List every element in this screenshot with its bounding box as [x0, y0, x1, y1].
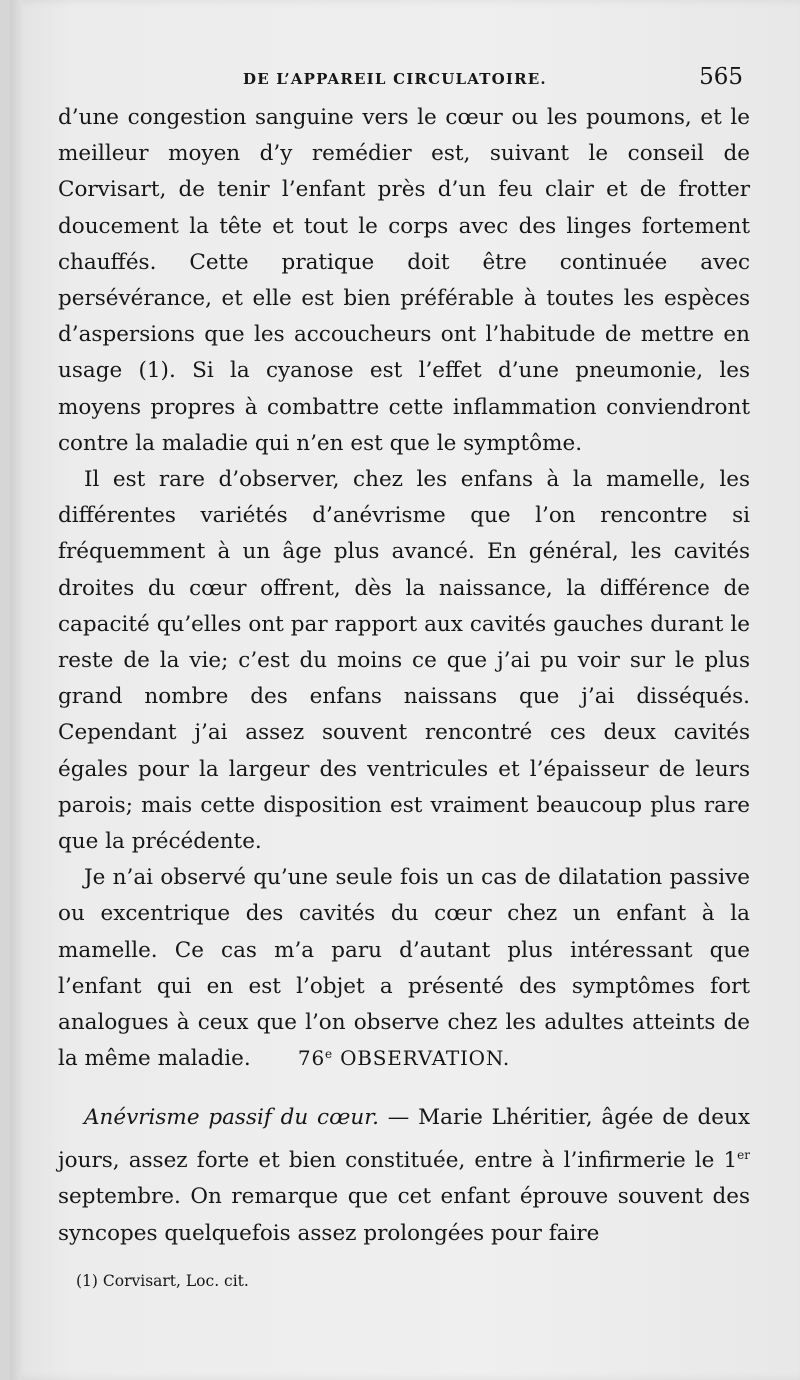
running-title: DE L’APPAREIL CIRCULATOIRE. — [243, 70, 547, 88]
paragraph-continuation: d’une congestion sanguine vers le cœur ou les poumons, et le meilleur moyen d’y remédier est, suivant le conseil de Corvisart, de tenir l’enfant près d’un feu clair et de frotter doucement la tête et tout le corps avec des linges fortement chauffés. Cette pratique doit être continuée avec persévérance, et elle est bien préférable à toutes les espèces d’aspersions que les accoucheurs ont l’habitude de mettre en usage (1). Si la cyanose est l’effet d’une pneumonie, les moyens propres à combattre cette inflammation conviendront contre la maladie qui n’en est que le symptôme. — [58, 105, 750, 456]
observation-paragraph — [58, 1100, 750, 1252]
book-page — [10, 0, 800, 1380]
page-spine-shadow — [10, 0, 22, 1380]
observation-text-part-1: — Marie Lhéritier, âgée de deux jours, assez forte et bien constituée, entre à l’infirmerie le 1 — [58, 1105, 750, 1173]
observation-text — [58, 1100, 750, 1252]
observation-date-superscript: er — [737, 1147, 750, 1162]
page-header — [58, 64, 748, 94]
paragraph-passive-dilatation: Je n’ai observé qu’une seule fois un cas de dilatation passive ou excentrique des cavités du cœur chez un enfant à la mamelle. Ce cas m’a paru d’autant plus intéressant que l’enfant qui en est l’objet a présenté des symptômes fort analogues à ceux que l’on observe chez les adultes atteints de la même maladie. — [58, 865, 750, 1072]
footnote: (1) Corvisart, Loc. cit. — [76, 1272, 249, 1290]
observation-title: OBSERVATION. — [340, 1046, 511, 1070]
observation-heading — [58, 1036, 750, 1076]
observation-number-suffix: e — [324, 1047, 333, 1061]
paragraph-aneurysm-rarity: Il est rare d’observer, chez les enfans à la mamelle, les différentes variétés d’anévrisme que l’on rencontre si fréquemment à un âge plus avancé. En général, les cavités droites du cœur offrent, dès la naissance, la différence de capacité qu’elles ont par rapport aux cavités gauches durant le reste de la vie; c’est du moins ce que j’ai pu voir sur le plus grand nombre des enfans naissans que j’ai disséqués. Cependant j’ai assez souvent rencontré ces deux cavités égales pour la largeur des ventricules et l’épaisseur de leurs parois; mais cette disposition est vraiment beaucoup plus rare que la précédente. — [58, 467, 750, 855]
observation-number: 76 — [297, 1046, 325, 1070]
page-number: 565 — [699, 64, 743, 90]
observation-text-part-2: septembre. On remarque que cet enfant éprouve souvent des syncopes quelquefois assez prolongées pour faire — [58, 1184, 750, 1246]
body-text — [58, 100, 750, 1077]
observation-lead-italic: Anévrisme passif du cœur. — [84, 1105, 379, 1130]
